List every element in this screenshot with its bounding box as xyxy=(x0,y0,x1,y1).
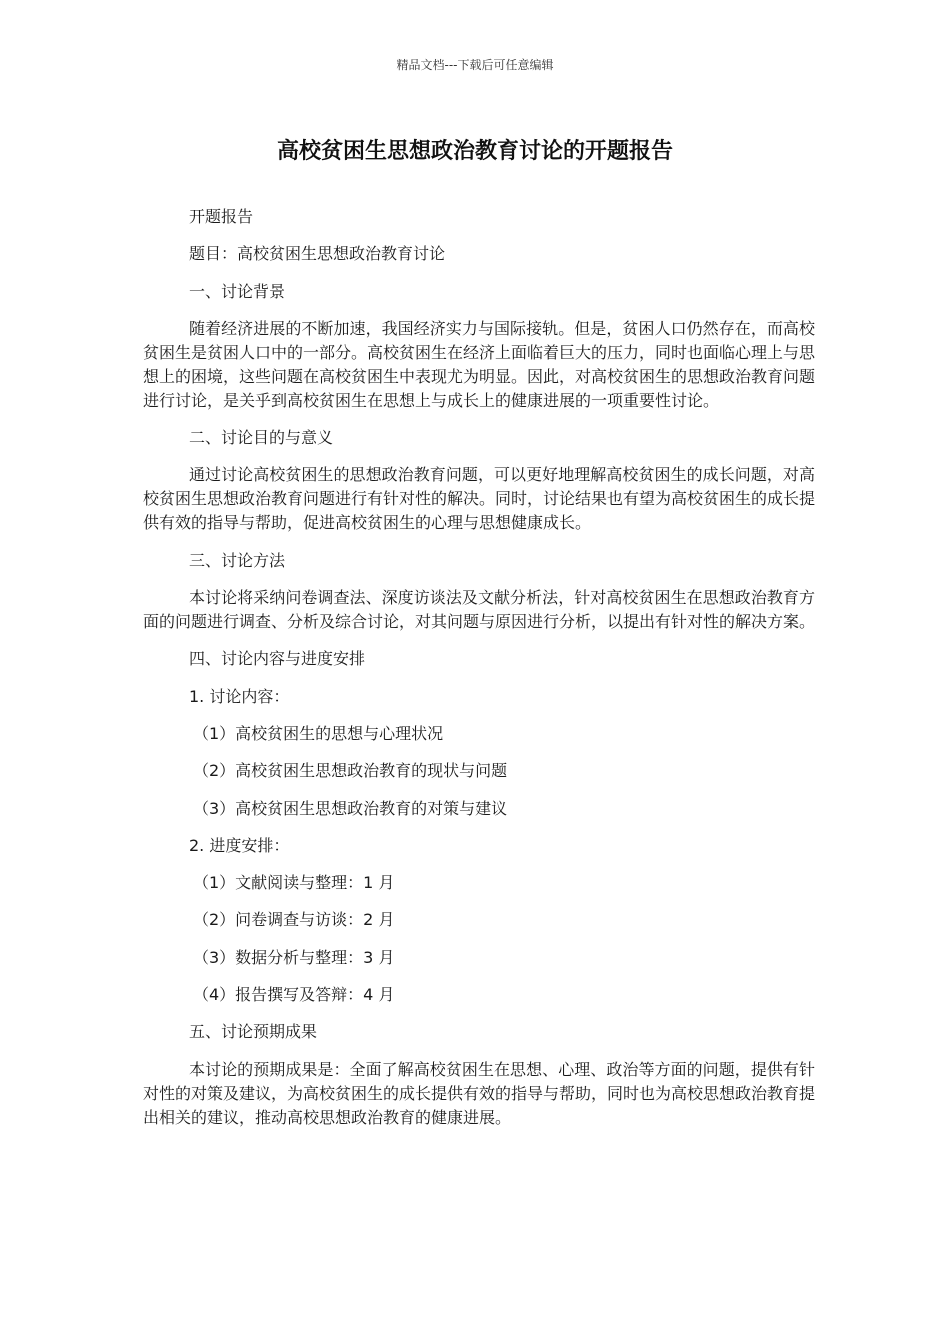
section-heading-purpose: 二、讨论目的与意义 xyxy=(189,428,334,448)
document-title: 高校贫困生思想政治教育讨论的开题报告 xyxy=(276,139,673,164)
topic-line: 题目：高校贫困生思想政治教育讨论 xyxy=(189,244,446,264)
schedule-item: （1）文献阅读与整理：1 月 xyxy=(193,873,395,893)
list-item: （3）高校贫困生思想政治教育的对策与建议 xyxy=(193,798,508,818)
schedule-label: 2. 进度安排： xyxy=(189,835,290,855)
document-body xyxy=(143,205,815,1143)
section-text-purpose: 通过讨论高校贫困生的思想政治教育问题，可以更好地理解高校贫困生的成长问题，对高校贫困生思想政治教育问题进行有针对性的解决。同时，讨论结果也有望为高校贫困生的成长提供有效的指导与帮助，促进高校贫困生的心理与思想健康成长。 xyxy=(143,465,816,533)
section-text-method: 本讨论将采纳问卷调查法、深度访谈法及文献分析法，针对高校贫困生在思想政治教育方面的问题进行调查、分析及综合讨论，对其问题与原因进行分析，以提出有针对性的解决方案。 xyxy=(143,588,816,632)
content-label: 1. 讨论内容： xyxy=(189,686,290,706)
section-text-background: 随着经济进展的不断加速，我国经济实力与国际接轨。但是，贫困人口仍然存在，而高校贫困生是贫困人口中的一部分。高校贫困生在经济上面临着巨大的压力，同时也面临心理上与思想上的困境，这些问题在高校贫困生中表现尤为明显。因此，对高校贫困生的思想政治教育问题进行讨论，是关乎到高校贫困生在思想上与成长上的健康进展的一项重要性讨论。 xyxy=(143,318,816,410)
list-item: （2）高校贫困生思想政治教育的现状与问题 xyxy=(193,761,508,781)
schedule-item: （3）数据分析与整理：3 月 xyxy=(193,947,395,967)
header-note: 精品文档---下载后可任意编辑 xyxy=(396,58,554,72)
report-label: 开题报告 xyxy=(189,207,254,226)
section-heading-method: 三、讨论方法 xyxy=(189,550,286,570)
section-text-outcomes: 本讨论的预期成果是：全面了解高校贫困生在思想、心理、政治等方面的问题，提供有针对性的对策及建议，为高校贫困生的成长提供有效的指导与帮助，同时也为高校思想政治教育提出相关的建议，推动高校思想政治教育的健康进展。 xyxy=(143,1059,816,1127)
schedule-item: （4）报告撰写及答辩：4 月 xyxy=(193,985,395,1005)
schedule-item: （2）问卷调查与访谈：2 月 xyxy=(193,910,395,930)
list-item: （1）高校贫困生的思想与心理状况 xyxy=(193,723,444,743)
section-heading-background: 一、讨论背景 xyxy=(189,281,286,301)
section-heading-content: 四、讨论内容与进度安排 xyxy=(189,649,366,669)
section-heading-outcomes: 五、讨论预期成果 xyxy=(189,1022,318,1042)
